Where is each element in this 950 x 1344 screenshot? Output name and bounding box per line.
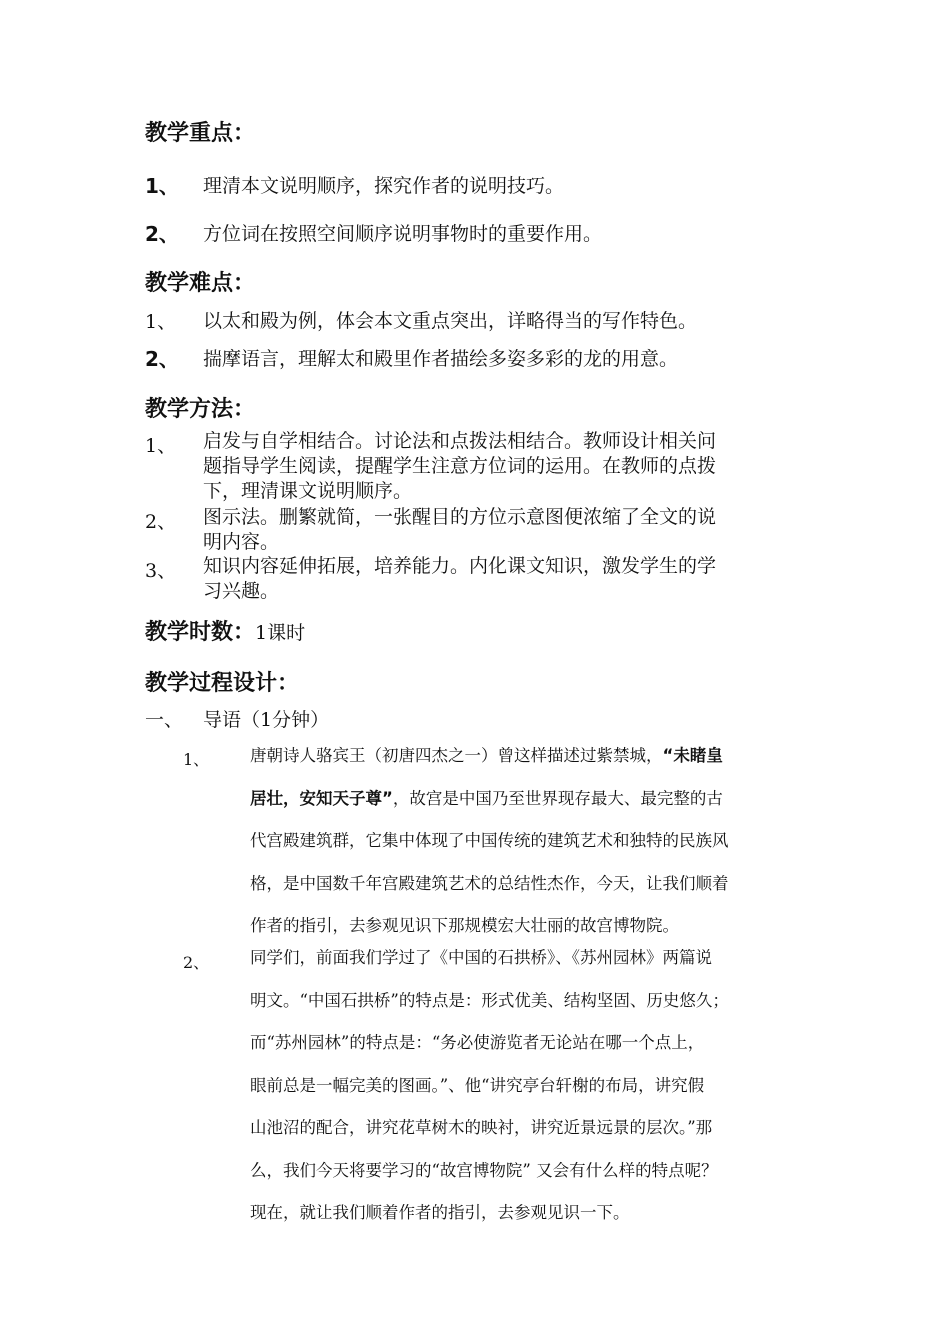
hours-line <box>145 615 305 646</box>
intro-item-1-post: ，故宫是中国乃至世界现存最大、最完整的古 代宫殿建筑群，它集中体现了中国传统的建筑艺术和独特的民族风 格，是中国数千年宫殿建筑艺术的总结性杰作，今天，让我们顺着 作者的指引，去参观见识下那规模宏大壮丽的故宫博物院。 <box>250 788 729 935</box>
intro-item-2-text: 同学们，前面我们学过了《中国的石拱桥》、《苏州园林》两篇说 明文。“中国石拱桥”的特点是：形式优美、结构坚固、历史悠久； 而“苏州园林”的特点是：“务必使游览者无论站在哪一个点上， 眼前总是一幅完美的图画。”、他“讲究亭台轩榭的布局，讲究假 山池沼的配合，讲究花草树木的映衬，讲究近景远景的层次。”那 么，我们今天将要学习的“故宫博物院” 又会有什么样的特点呢？ 现在，就让我们顺着作者的指引，去参观见识一下。 <box>250 948 729 1222</box>
method-heading: 教学方法： <box>145 397 256 422</box>
method-item-3-text: 知识内容延伸拓展，培养能力。内化课文知识，激发学生的学 习兴趣。 <box>203 555 717 602</box>
method-item-2-text: 图示法。删繁就简，一张醒目的方位示意图便浓缩了全文的说 明内容。 <box>203 506 717 553</box>
focus-item-2-number: 2、 <box>145 222 179 246</box>
hours-heading: 教学时数： <box>145 620 256 645</box>
hours-value: 1课时 <box>255 622 306 644</box>
intro-item-1-quote: “未睹皇 居壮，安知天子尊” <box>250 746 723 808</box>
focus-item-2-text: 方位词在按照空间顺序说明事物时的重要作用。 <box>203 223 603 245</box>
focus-item-1-number: 1、 <box>145 174 179 198</box>
method-item-1-number: 1、 <box>145 435 177 457</box>
method-item-1-text: 启发与自学相结合。讨论法和点拨法相结合。教师设计相关问 题指导学生阅读，提醒学生注意方位词的运用。在教师的点拨 下，理清课文说明顺序。 <box>203 430 717 502</box>
difficulty-item-1-number: 1、 <box>145 311 177 333</box>
process-heading: 教学过程设计： <box>145 671 300 696</box>
section-1-title: 导语（1分钟） <box>203 709 330 731</box>
method-item-3-number: 3、 <box>145 560 177 582</box>
difficulty-item-2-number: 2、 <box>145 347 179 371</box>
difficulty-item-1-text: 以太和殿为例，体会本文重点突出，详略得当的写作特色。 <box>203 310 698 332</box>
focus-heading: 教学重点： <box>145 121 256 146</box>
intro-item-1-pre: 唐朝诗人骆宾王（初唐四杰之一）曾这样描述过紫禁城， <box>250 746 663 765</box>
difficulty-item-2-text: 揣摩语言，理解太和殿里作者描绘多姿多彩的龙的用意。 <box>203 348 679 370</box>
intro-item-2-number: 2、 <box>183 953 210 972</box>
difficulty-heading: 教学难点： <box>145 271 256 296</box>
focus-item-1-text: 理清本文说明顺序，探究作者的说明技巧。 <box>203 175 565 197</box>
section-1-number: 一、 <box>145 709 184 731</box>
method-item-2-number: 2、 <box>145 511 177 533</box>
intro-item-1-text <box>250 735 820 948</box>
intro-item-1-number: 1、 <box>183 750 210 769</box>
